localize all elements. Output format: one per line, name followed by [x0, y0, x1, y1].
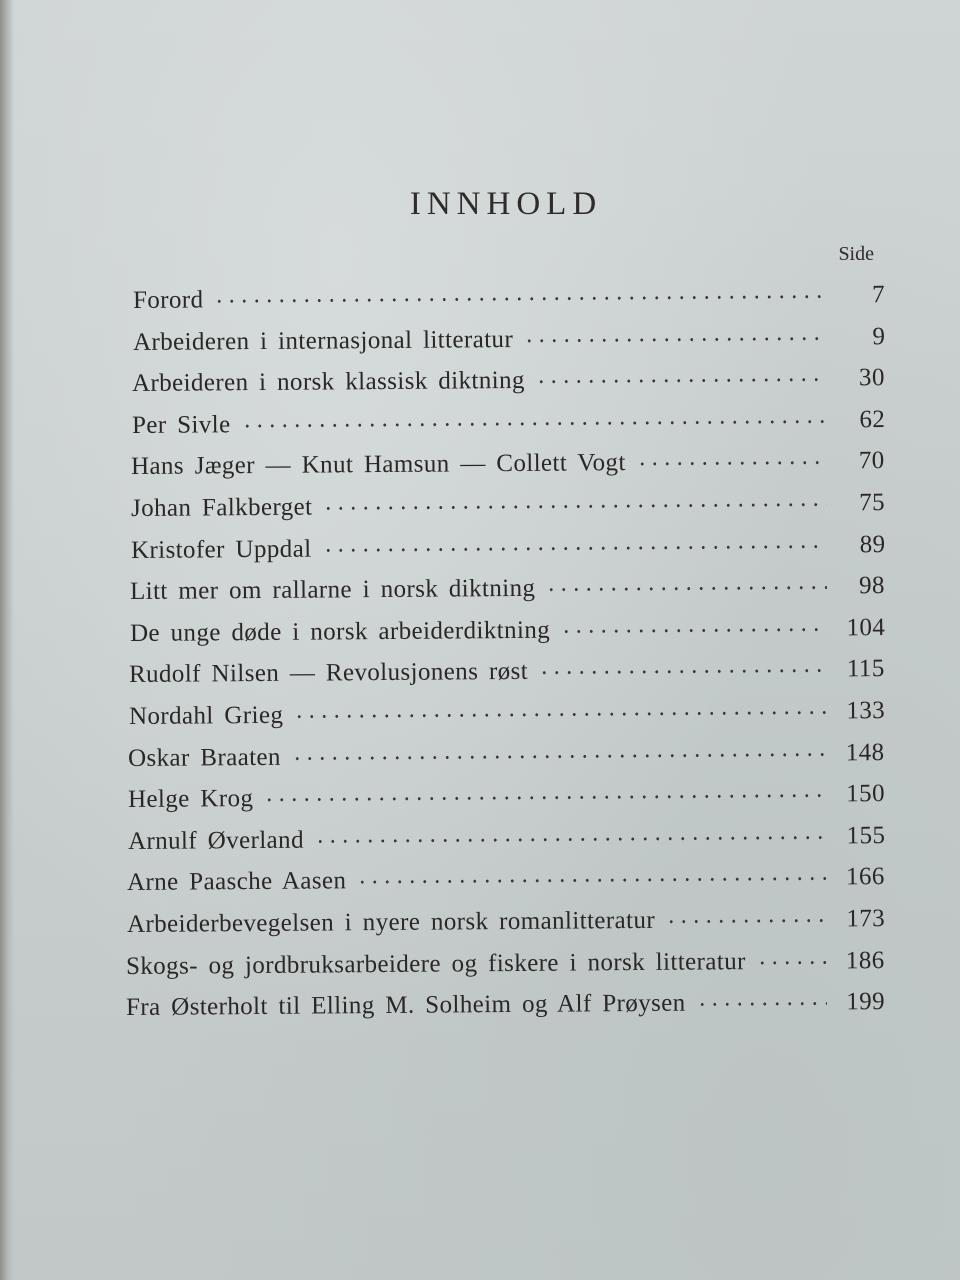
dot-leader [665, 899, 827, 928]
page-title: INNHOLD [409, 186, 603, 222]
toc-entry-title: Forord [132, 285, 204, 314]
toc-entry-title: Arne Paasche Aasen [127, 867, 347, 896]
toc-entry-title: Hans Jæger — Knut Hamsun — Collett Vogt [131, 449, 627, 480]
toc-entry [132, 316, 885, 362]
dot-leader [523, 316, 827, 346]
toc-entry [130, 524, 885, 570]
toc-entry [128, 773, 885, 819]
toc-entry-title: Fra Østerholt til Elling M. Solheim og Alf Prøysen [125, 989, 686, 1021]
toc-entry-title: Nordahl Grieg [128, 701, 284, 730]
dot-leader [560, 607, 827, 637]
toc-entry [129, 690, 885, 736]
toc-entry [131, 482, 885, 528]
dot-leader [322, 483, 827, 514]
toc-entry-page-number: 133 [846, 696, 886, 724]
toc-entry [128, 732, 885, 778]
toc-entry [129, 648, 885, 694]
toc-entry-title: Arnulf Øverland [127, 825, 304, 855]
toc-entry-title: Arbeideren i internasjonal litteratur [132, 325, 513, 356]
toc-entry-title: Rudolf Nilsen — Revolusjonens røst [129, 657, 529, 688]
toc-entry-page-number: 150 [846, 779, 886, 808]
toc-entry-page-number: 62 [859, 405, 886, 433]
toc-entry-page-number: 9 [871, 322, 886, 350]
toc-entry [127, 898, 885, 944]
toc-entry [127, 815, 885, 861]
toc-entry-page-number: 75 [859, 488, 886, 516]
toc-entry-page-number: 104 [846, 613, 886, 641]
toc-entry-page-number: 115 [847, 654, 886, 683]
dot-leader [356, 857, 827, 888]
page-column-label: Side [838, 243, 874, 265]
dot-leader [263, 774, 827, 806]
toc-entry-page-number: 155 [846, 821, 886, 849]
toc-entry-title: Per Sivle [131, 410, 231, 439]
dot-leader [293, 691, 827, 723]
toc-entry-page-number: 70 [859, 446, 886, 475]
dot-leader [535, 358, 827, 388]
toc-entry [132, 357, 885, 403]
dot-leader [538, 649, 827, 679]
toc-entry-page-number: 186 [846, 946, 886, 974]
toc-entry [133, 274, 885, 320]
toc-entry [131, 440, 885, 486]
toc-entry [126, 981, 885, 1027]
toc-entry [126, 940, 885, 986]
dot-leader [321, 524, 827, 555]
toc-entry-title: Arbeideren i norsk klassisk diktning [132, 366, 526, 397]
toc-entry-title: Kristofer Uppdal [130, 534, 312, 564]
toc-entry-page-number: 7 [871, 280, 886, 308]
toc-entry-title: De unge døde i norsk arbeiderdiktning [129, 615, 550, 647]
dot-leader [240, 399, 827, 431]
toc-entry-page-number: 166 [846, 862, 886, 891]
toc-entry-title: Litt mer om rallarne i norsk diktning [130, 574, 536, 605]
toc-entry-title: Johan Falkberget [130, 493, 313, 522]
toc-entry [127, 856, 885, 902]
dot-leader [291, 732, 827, 764]
toc-entry [130, 565, 885, 611]
toc-entry-page-number: 148 [846, 738, 886, 766]
toc-entry-title: Skogs- og jordbruksarbeidere og fiskere i norsk litteratur [126, 947, 747, 980]
dot-leader [636, 441, 827, 470]
toc-entry-title: Oskar Braaten [128, 742, 282, 772]
dot-leader [545, 566, 827, 596]
dot-leader [695, 982, 827, 1011]
toc-entry-title: Helge Krog [127, 784, 254, 813]
dot-leader [756, 940, 827, 968]
toc-entry [132, 399, 886, 445]
dot-leader [313, 815, 827, 847]
toc-entry [130, 607, 886, 653]
dot-leader [213, 275, 827, 307]
toc-entry-page-number: 98 [859, 571, 886, 599]
toc-entry-page-number: 199 [846, 987, 886, 1016]
toc-entry-title: Arbeiderbevegelsen i nyere norsk romanlitteratur [126, 906, 655, 938]
toc-entry-page-number: 89 [859, 530, 886, 558]
toc-entry-page-number: 173 [846, 904, 886, 932]
toc-entry-page-number: 30 [859, 363, 886, 391]
